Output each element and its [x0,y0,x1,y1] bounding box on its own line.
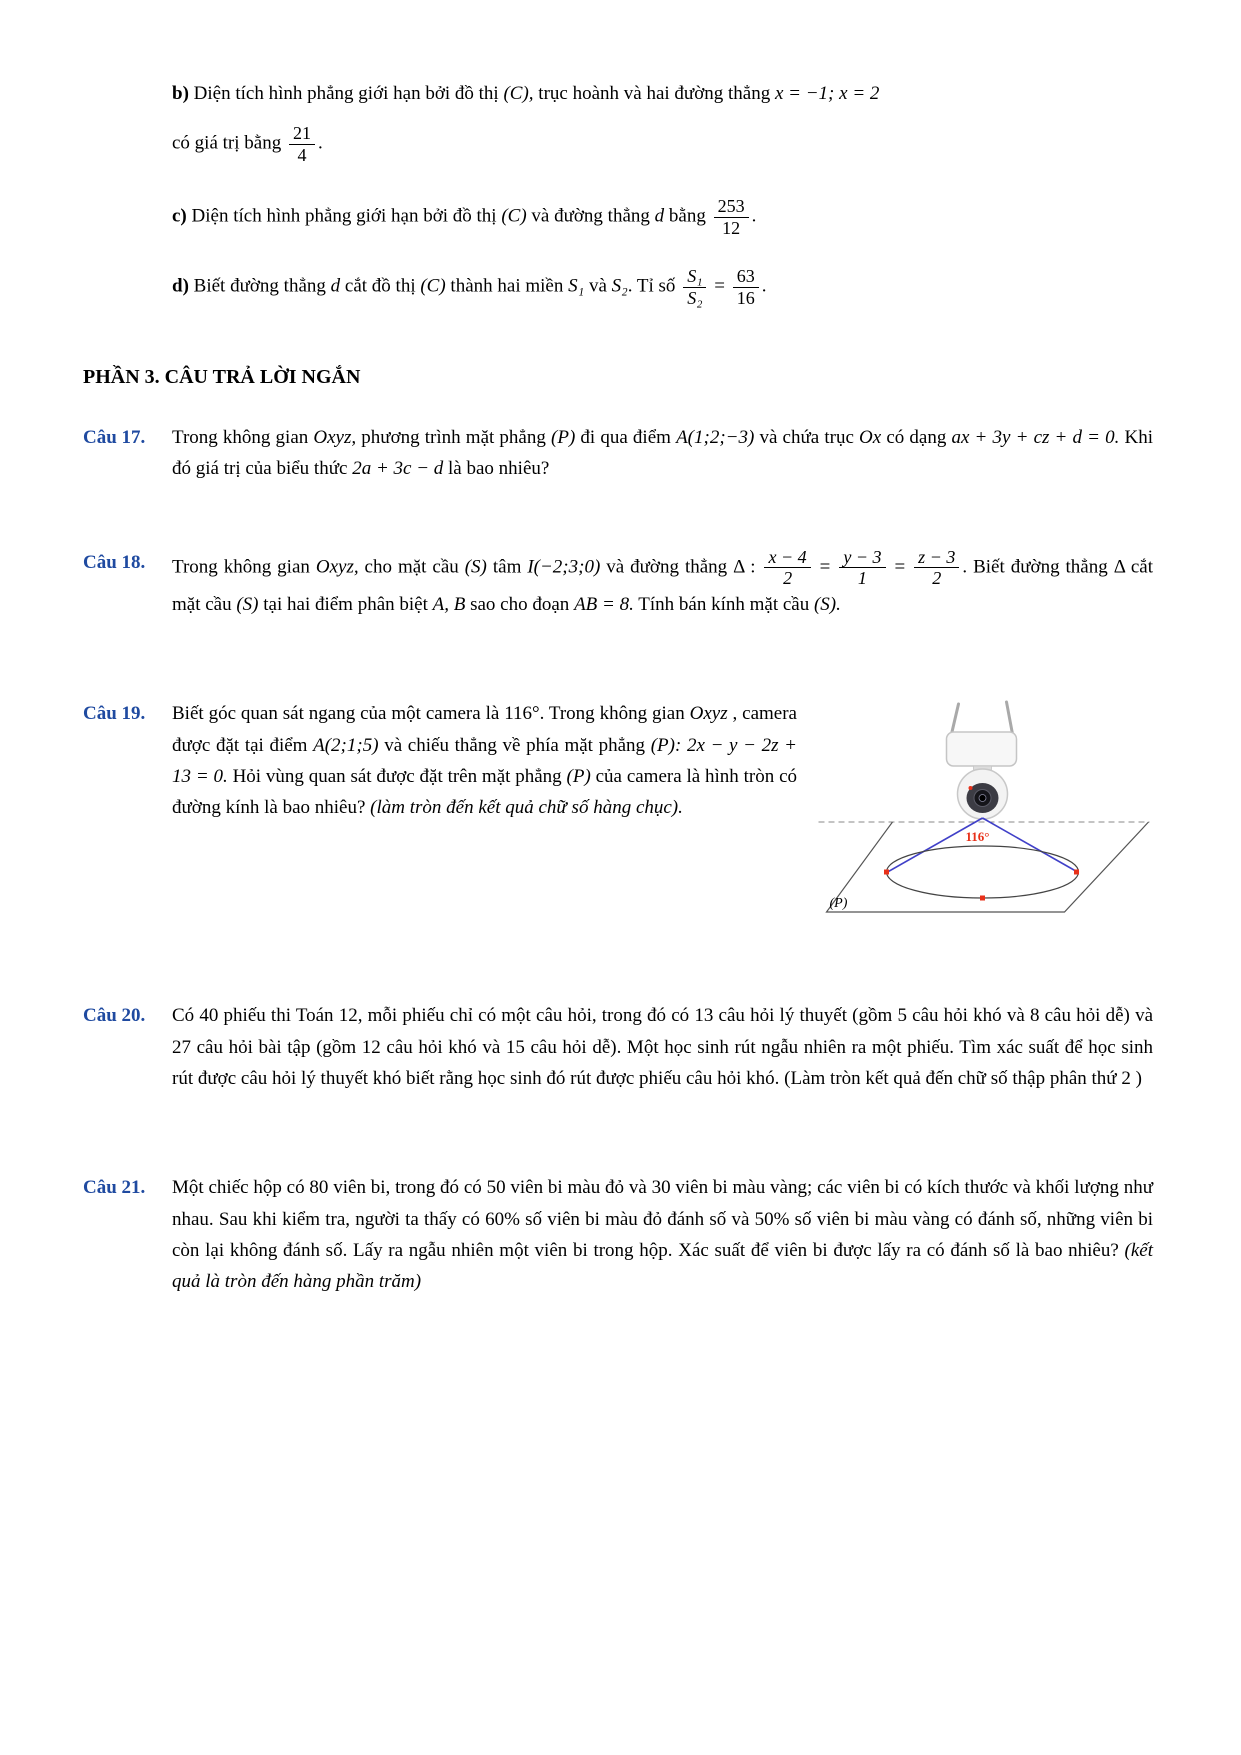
question-19-label: Câu 19. [83,703,146,725]
question-21-label: Câu 21. [83,1177,146,1199]
camera-lens-inner-icon [979,795,986,802]
camera-illustration [815,700,1153,922]
question-17 [83,422,1153,485]
camera-body-icon [947,732,1017,766]
cone-line-left [888,818,983,872]
statement-items [83,78,1153,309]
question-18 [83,547,1153,621]
question-17-body: Trong không gian Oxyz, phương trình mặt phẳng (P) đi qua điểm A(1;2;−3) và chứa trục Ox có dạng ax + 3y + cz + d = 0. Khi đó giá trị của biểu thức 2a + 3c − d là bao nhiêu? [172,426,1154,480]
question-21 [83,1172,1153,1297]
statement-b-line1: b) Diện tích hình phẳng giới hạn bởi đồ thị (C), trục hoành và hai đường thẳng x = −1; x = 2 [172,83,880,104]
cone-line-right [983,818,1078,872]
statement-c: c) Diện tích hình phẳng giới hạn bởi đồ thị (C) và đường thẳng d bằng $\frac{253}{12}$ . [172,195,757,238]
statement-b-line2: có giá trị bằng $\frac{21}{4}$ . [172,123,323,166]
question-19-body: 116° (P) Biết góc quan sát ngang của một camera là 116°. Trong không gian Oxyz , camera được đặt tại điểm A(2;1;5) và chiếu thẳng về phía mặt phẳng (P): 2x − y − 2z + 13 = 0. Hỏi vùng quan sát được đặt trên mặt phẳng (P) của camera là hình tròn có đường kính là bao nhiêu? (làm tròn đến kết quả chữ số hàng chục). [172,698,1153,928]
plane-label: (P) [829,896,848,912]
question-20 [83,1000,1153,1094]
section-heading: PHẦN 3. CÂU TRẢ LỜI NGẮN [83,365,361,388]
question-20-label: Câu 20. [83,1005,146,1027]
antenna-left-icon [952,704,959,734]
question-21-body: Một chiếc hộp có 80 viên bi, trong đó có 50 viên bi màu đỏ và 30 viên bi màu vàng; các viên bi có kích thước và khối lượng như nhau. Sau khi kiểm tra, người ta thấy có 60% số viên bi màu đỏ đánh số và 50% số viên bi màu vàng có đánh số, những viên bi còn lại không đánh số. Lấy ra ngẫu nhiên một viên bi trong hộp. Xác suất để viên bi được lấy ra có đánh số là bao nhiêu? (kết quả là tròn đến hàng phần trăm) [172,1177,1153,1293]
question-20-body: Có 40 phiếu thi Toán 12, mỗi phiếu chỉ có một câu hỏi, trong đó có 13 câu hỏi lý thuyết (gồm 5 câu hỏi khó và 8 câu hỏi dễ) và 27 câu hỏi bài tập (gồm 12 câu hỏi khó và 15 câu hỏi dễ). Một học sinh rút ngẫu nhiên ra một phiếu. Tìm xác suất để học sinh rút được câu hỏi lý thuyết khó biết rằng học sinh đó rút được phiếu câu hỏi khó. (Làm tròn kết quả đến chữ số thập phân thứ 2 ) [172,1005,1153,1090]
angle-label: 116° [965,829,990,845]
marker-left-icon [884,870,889,875]
question-18-body: Trong không gian Oxyz, cho mặt cầu (S) tâm I(−2;3;0) và đường thẳng Δ : $\frac{x - 4}{2}$ = $\frac{y - 3}{1}$ = $\frac{z - 3}{2}$ . Biết đường thẳng Δ cắt mặt cầu (S) tại hai điểm phân biệt A, B sao cho đoạn AB = 8. Tính bán kính mặt cầu (S). [172,546,1153,616]
camera-led-icon [969,786,973,790]
statement-d: d) Biết đường thẳng d cắt đồ thị (C) thành hai miền S₁ và S₂. Tỉ số $\frac{\text{S₁}}{\text{S₂}}$ = $\frac{63}{16}$ . [172,266,767,309]
question-19 [83,698,1153,928]
marker-right-icon [1074,870,1079,875]
camera-cone-diagram [815,700,1153,922]
question-18-label: Câu 18. [83,551,146,573]
antenna-right-icon [1007,702,1013,734]
question-17-label: Câu 17. [83,426,146,448]
view-ellipse [887,846,1079,898]
marker-bottom-icon [980,896,985,901]
